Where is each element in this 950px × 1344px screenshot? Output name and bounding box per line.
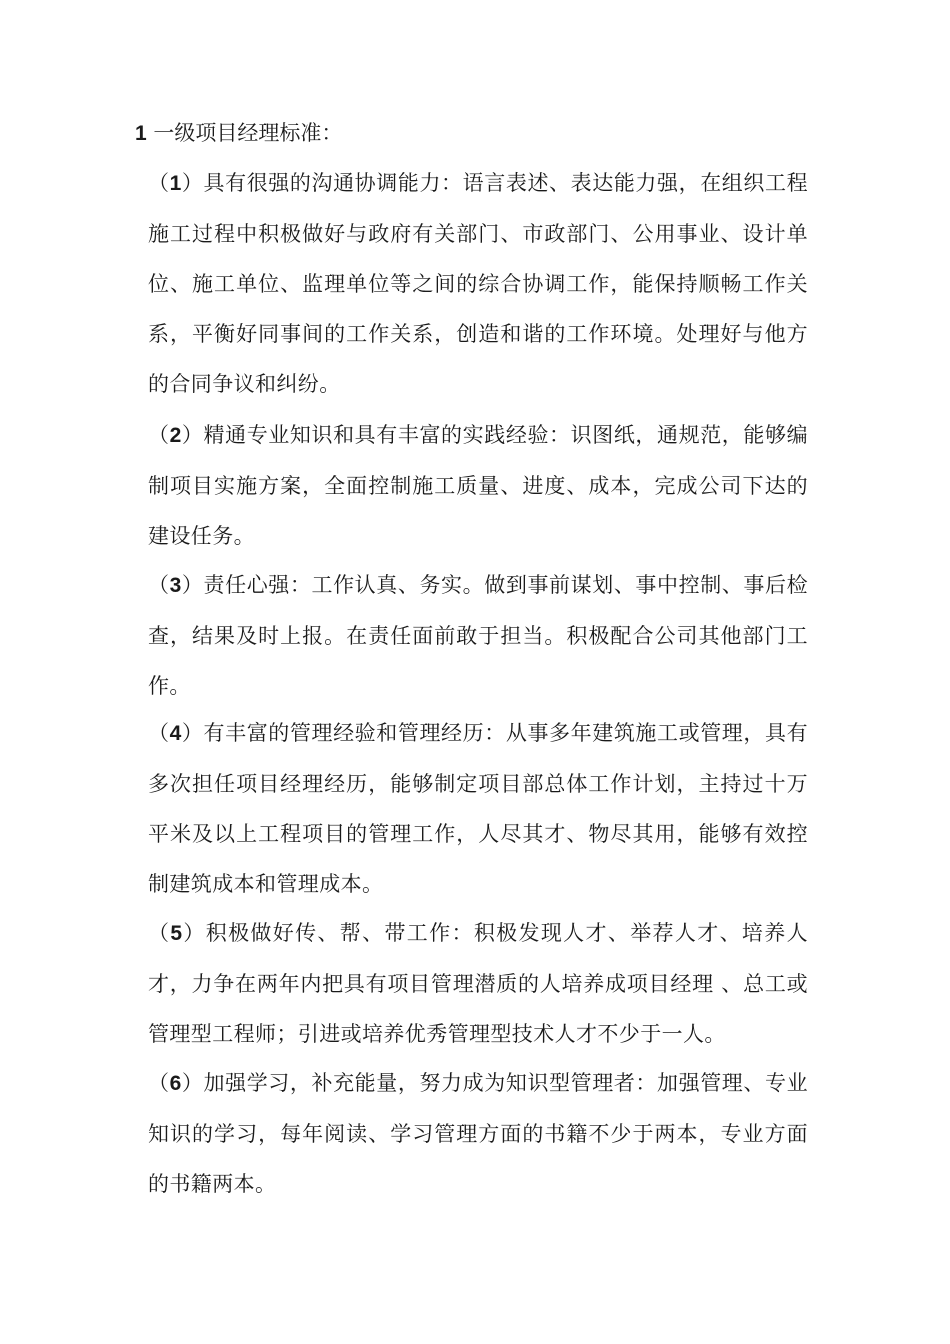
- paragraph-text: 精通专业知识和具有丰富的实践经验：识图纸，通规范，能够编制项目实施方案，全面控制施工质量、进度、成本，完成公司下达的建设任务。: [148, 423, 808, 548]
- heading-number: 1: [135, 122, 147, 145]
- item-number: （4）: [148, 721, 204, 745]
- item-number: （3）: [148, 573, 204, 597]
- requirement-paragraph: [148, 708, 808, 909]
- requirement-paragraph: [148, 560, 808, 711]
- item-number: （1）: [148, 171, 204, 195]
- requirement-paragraph: [148, 158, 808, 409]
- item-number: （2）: [148, 423, 204, 447]
- heading-text: 一级项目经理标准：: [153, 121, 343, 145]
- requirement-paragraph: [148, 1058, 808, 1209]
- paragraph-text: 加强学习，补充能量，努力成为知识型管理者：加强管理、专业知识的学习，每年阅读、学习管理方面的书籍不少于两本，专业方面的书籍两本。: [148, 1071, 808, 1196]
- requirement-paragraph: [148, 908, 808, 1059]
- item-number: （5）: [148, 921, 206, 945]
- requirement-paragraph: [148, 410, 808, 561]
- document-heading: [135, 118, 342, 149]
- item-number: （6）: [148, 1071, 204, 1095]
- paragraph-text: 积极做好传、帮、带工作：积极发现人才、举荐人才、培养人才，力争在两年内把具有项目管理潜质的人培养成项目经理 、总工或管理型工程师；引进或培养优秀管理型技术人才不少于一人。: [148, 921, 808, 1046]
- paragraph-text: 具有很强的沟通协调能力：语言表述、表达能力强，在组织工程施工过程中积极做好与政府有关部门、市政部门、公用事业、设计单位、施工单位、监理单位等之间的综合协调工作，能保持顺畅工作关系，平衡好同事间的工作关系，创造和谐的工作环境。处理好与他方的合同争议和纠纷。: [148, 171, 808, 396]
- paragraph-text: 有丰富的管理经验和管理经历：从事多年建筑施工或管理，具有多次担任项目经理经历，能够制定项目部总体工作计划，主持过十万平米及以上工程项目的管理工作，人尽其才、物尽其用，能够有效控制建筑成本和管理成本。: [148, 721, 808, 896]
- paragraph-text: 责任心强：工作认真、务实。做到事前谋划、事中控制、事后检查，结果及时上报。在责任面前敢于担当。积极配合公司其他部门工作。: [148, 573, 808, 698]
